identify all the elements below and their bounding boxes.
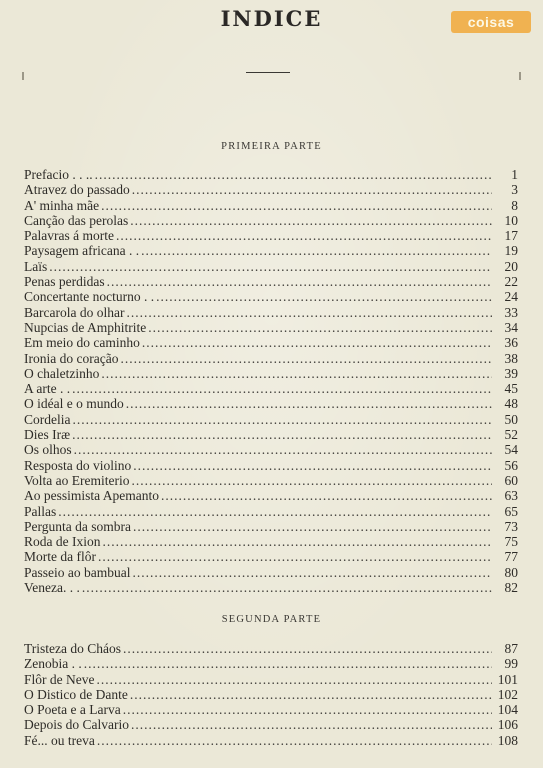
entry-page: 36 bbox=[504, 335, 518, 351]
entry-page: 20 bbox=[504, 258, 518, 274]
dot-leader bbox=[132, 565, 492, 580]
entry-title: A' minha mãe bbox=[24, 197, 100, 213]
dot-leader bbox=[161, 488, 492, 503]
entry-page: 38 bbox=[504, 350, 518, 366]
entry-title: Nupcias de Amphitrite bbox=[24, 319, 147, 335]
dot-leader bbox=[82, 580, 492, 595]
entry-page: 63 bbox=[504, 488, 518, 504]
entry-page: 1 bbox=[511, 167, 518, 182]
toc-entry[interactable] bbox=[24, 335, 518, 350]
dot-leader bbox=[130, 213, 492, 228]
dot-leader bbox=[132, 182, 492, 197]
watermark-badge: coisas bbox=[451, 11, 531, 33]
entry-page: 50 bbox=[504, 411, 518, 427]
toc-entry[interactable] bbox=[24, 274, 518, 289]
dot-leader bbox=[84, 656, 492, 671]
toc-list-primeira bbox=[24, 167, 518, 595]
entry-title: Morte da flôr bbox=[24, 549, 96, 565]
entry-page: 52 bbox=[504, 427, 518, 443]
entry-title: Veneza. . . bbox=[24, 580, 80, 596]
entry-title: Cordelia bbox=[24, 411, 71, 427]
entry-page: 3 bbox=[511, 182, 518, 198]
toc-entry[interactable] bbox=[24, 305, 518, 320]
toc-entry[interactable] bbox=[24, 243, 518, 258]
toc-entry[interactable] bbox=[24, 534, 518, 549]
entry-title: Resposta do violino bbox=[24, 457, 132, 473]
entry-title: Palavras á morte bbox=[24, 228, 114, 244]
entry-page: 108 bbox=[497, 732, 518, 748]
dot-leader bbox=[123, 641, 492, 656]
entry-page: 22 bbox=[504, 274, 518, 290]
entry-title: Fé... ou treva bbox=[24, 732, 95, 748]
toc-entry[interactable] bbox=[24, 702, 518, 717]
toc-entry[interactable] bbox=[24, 396, 518, 411]
dot-leader bbox=[148, 320, 492, 335]
toc-entry[interactable] bbox=[24, 427, 518, 442]
entry-page: 54 bbox=[504, 442, 518, 458]
section-heading-primeira: PRIMEIRA PARTE bbox=[221, 141, 322, 152]
toc-entry[interactable] bbox=[24, 565, 518, 580]
dot-leader bbox=[101, 366, 492, 381]
entry-page: 65 bbox=[504, 503, 518, 519]
toc-entry[interactable] bbox=[24, 351, 518, 366]
entry-title: Tristeza do Cháos bbox=[24, 641, 121, 656]
dot-leader bbox=[126, 305, 492, 320]
entry-title: O chaletzinho bbox=[24, 365, 100, 381]
toc-entry[interactable] bbox=[24, 198, 518, 213]
entry-title: O idéal e o mundo bbox=[24, 396, 124, 412]
entry-title: Canção das perolas bbox=[24, 212, 129, 228]
entry-page: 39 bbox=[504, 365, 518, 381]
entry-title: Passeio ao bambual bbox=[24, 564, 131, 580]
entry-title: Ao pessimista Apemanto bbox=[24, 488, 159, 504]
entry-title: Pallas bbox=[24, 503, 57, 519]
dot-leader bbox=[116, 228, 492, 243]
toc-entry[interactable] bbox=[24, 320, 518, 335]
dot-leader bbox=[131, 473, 492, 488]
dot-leader bbox=[72, 381, 492, 396]
entry-title: Penas perdidas bbox=[24, 274, 105, 290]
toc-entry[interactable] bbox=[24, 641, 518, 656]
dot-leader bbox=[58, 504, 492, 519]
entry-title: A arte . . bbox=[24, 381, 71, 397]
toc-entry[interactable] bbox=[24, 167, 518, 182]
toc-entry[interactable] bbox=[24, 442, 518, 457]
entry-title: Dies Iræ bbox=[24, 427, 71, 443]
dot-leader bbox=[126, 396, 492, 411]
entry-page: 82 bbox=[504, 580, 518, 596]
entry-page: 60 bbox=[504, 472, 518, 488]
entry-page: 19 bbox=[504, 243, 518, 259]
toc-entry[interactable] bbox=[24, 213, 518, 228]
entry-title: Paysagem africana . . bbox=[24, 243, 140, 259]
entry-page: 34 bbox=[504, 319, 518, 335]
entry-title: Ironia do coração bbox=[24, 350, 119, 366]
dot-leader bbox=[95, 167, 492, 182]
page-title: INDICE bbox=[220, 6, 323, 31]
dot-leader bbox=[133, 519, 492, 534]
dot-leader bbox=[123, 702, 492, 717]
dot-leader bbox=[130, 687, 492, 702]
entry-title: Depois do Calvario bbox=[24, 717, 129, 733]
entry-title: Flôr de Neve bbox=[24, 671, 95, 687]
entry-title: Pergunta da sombra bbox=[24, 518, 131, 534]
entry-page: 99 bbox=[504, 656, 518, 672]
entry-page: 73 bbox=[504, 518, 518, 534]
dot-leader bbox=[98, 549, 492, 564]
entry-title: Prefacio . . .. bbox=[24, 167, 93, 182]
entry-title: Os olhos bbox=[24, 442, 72, 458]
dot-leader bbox=[72, 427, 492, 442]
toc-entry[interactable] bbox=[24, 549, 518, 564]
entry-title: Zenobia . . bbox=[24, 656, 82, 672]
toc-entry[interactable] bbox=[24, 381, 518, 396]
entry-page: 102 bbox=[497, 686, 518, 702]
entry-page: 17 bbox=[504, 228, 518, 244]
dot-leader bbox=[49, 259, 492, 274]
toc-entry[interactable] bbox=[24, 687, 518, 702]
margin-mark-right bbox=[519, 72, 521, 80]
dot-leader bbox=[133, 458, 492, 473]
toc-entry[interactable] bbox=[24, 289, 518, 304]
entry-page: 101 bbox=[497, 671, 518, 687]
toc-entry[interactable] bbox=[24, 412, 518, 427]
dot-leader bbox=[107, 274, 492, 289]
toc-entry[interactable] bbox=[24, 580, 518, 595]
toc-entry[interactable] bbox=[24, 656, 518, 671]
toc-entry[interactable] bbox=[24, 733, 518, 748]
toc-entry[interactable] bbox=[24, 228, 518, 243]
entry-title: Atravez do passado bbox=[24, 182, 130, 198]
dot-leader bbox=[101, 198, 492, 213]
entry-title: O Distico de Dante bbox=[24, 686, 128, 702]
dot-leader bbox=[74, 442, 492, 457]
toc-entry[interactable] bbox=[24, 672, 518, 687]
entry-page: 87 bbox=[504, 641, 518, 656]
toc-entry[interactable] bbox=[24, 366, 518, 381]
entry-page: 10 bbox=[504, 212, 518, 228]
entry-page: 80 bbox=[504, 564, 518, 580]
dot-leader bbox=[156, 289, 492, 304]
entry-page: 75 bbox=[504, 534, 518, 550]
toc-entry[interactable] bbox=[24, 488, 518, 503]
entry-title: Em meio do caminho bbox=[24, 335, 140, 351]
entry-page: 77 bbox=[504, 549, 518, 565]
entry-page: 106 bbox=[497, 717, 518, 733]
entry-page: 45 bbox=[504, 381, 518, 397]
entry-title: Barcarola do olhar bbox=[24, 304, 125, 320]
entry-title: Concertante nocturno . . bbox=[24, 289, 155, 305]
entry-page: 33 bbox=[504, 304, 518, 320]
entry-page: 104 bbox=[497, 702, 518, 718]
toc-entry[interactable] bbox=[24, 259, 518, 274]
dot-leader bbox=[142, 335, 492, 350]
entry-title: Laïs bbox=[24, 258, 48, 274]
toc-entry[interactable] bbox=[24, 519, 518, 534]
title-divider bbox=[246, 72, 290, 73]
dot-leader bbox=[120, 351, 492, 366]
toc-list-segunda bbox=[24, 641, 518, 748]
entry-page: 48 bbox=[504, 396, 518, 412]
toc-entry[interactable] bbox=[24, 182, 518, 197]
entry-page: 56 bbox=[504, 457, 518, 473]
entry-page: 24 bbox=[504, 289, 518, 305]
entry-page: 8 bbox=[511, 197, 518, 213]
entry-title: Roda de Ixion bbox=[24, 534, 101, 550]
section-heading-segunda: SEGUNDA PARTE bbox=[221, 614, 322, 625]
toc-entry[interactable] bbox=[24, 504, 518, 519]
dot-leader bbox=[131, 717, 492, 732]
dot-leader bbox=[73, 412, 493, 427]
margin-mark-left bbox=[22, 72, 24, 80]
entry-title: Volta ao Eremiterio bbox=[24, 472, 130, 488]
dot-leader bbox=[103, 534, 493, 549]
toc-entry[interactable] bbox=[24, 458, 518, 473]
toc-entry[interactable] bbox=[24, 473, 518, 488]
dot-leader bbox=[97, 733, 492, 748]
dot-leader bbox=[141, 243, 492, 258]
entry-title: O Poeta e a Larva bbox=[24, 702, 121, 718]
toc-entry[interactable] bbox=[24, 717, 518, 732]
dot-leader bbox=[96, 672, 492, 687]
